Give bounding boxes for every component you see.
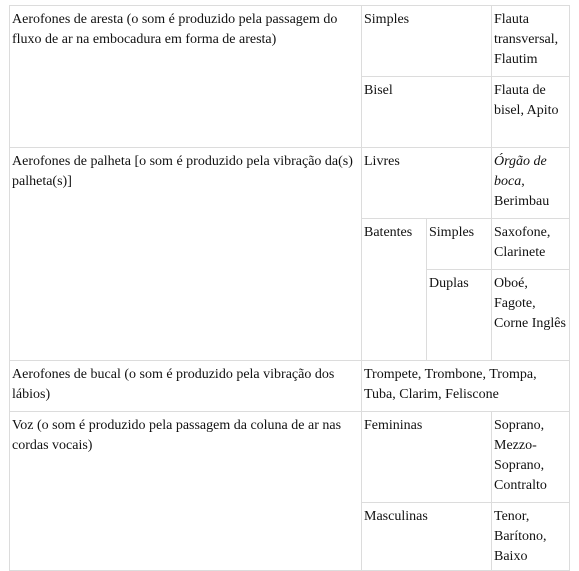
examples-text: Trompete, Trombone, Trompa, Tuba, Clarim, Feliscone [364, 367, 537, 402]
examples-text: Oboé, Fagote, Corne Inglês [494, 276, 566, 331]
category-text: Aerofones de palheta [o som é produzido pela vibração da(s) palheta(s)] [12, 154, 353, 189]
subsubtype-cell [427, 219, 492, 270]
category-cell [10, 148, 362, 361]
examples-text: Saxofone, Clarinete [494, 225, 551, 260]
table-row [10, 361, 570, 412]
examples-cell [492, 219, 570, 270]
category-cell [10, 361, 362, 412]
subtype-text: Simples [364, 12, 410, 27]
subtype-cell [362, 503, 492, 571]
examples-cell [492, 77, 570, 148]
examples-text: Tenor, Barítono, Baixo [494, 509, 547, 564]
subtype-cell [362, 77, 492, 148]
subtype-text: Livres [364, 154, 400, 169]
subtype-text: Batentes [364, 225, 413, 240]
examples-cell [492, 412, 570, 503]
subtype-cell [362, 219, 427, 361]
examples-text: Flauta transversal, Flautim [494, 12, 559, 67]
examples-cell [492, 270, 570, 361]
examples-cell [362, 361, 570, 412]
table-row [10, 412, 570, 503]
subsubtype-cell [427, 270, 492, 361]
table-row [10, 148, 570, 219]
examples-cell [492, 503, 570, 571]
subtype-cell [362, 6, 492, 77]
examples-italic-text: Órgão de boca [494, 154, 547, 189]
examples-text: , Berimbau [494, 174, 550, 209]
subsubtype-text: Duplas [429, 276, 469, 291]
category-cell [10, 412, 362, 571]
examples-text: Soprano, Mezzo-Soprano, Contralto [494, 418, 547, 493]
examples-cell [492, 148, 570, 219]
examples-cell [492, 6, 570, 77]
category-cell [10, 6, 362, 148]
subtype-text: Femininas [364, 418, 423, 433]
table-row [10, 6, 570, 77]
aerophones-table [9, 5, 570, 571]
subtype-cell [362, 412, 492, 503]
category-text: Voz (o som é produzido pela passagem da coluna de ar nas cordas vocais) [12, 418, 342, 453]
category-text: Aerofones de aresta (o som é produzido pela passagem do fluxo de ar na embocadura em forma de aresta) [12, 12, 338, 47]
subtype-text: Masculinas [364, 509, 428, 524]
category-text: Aerofones de bucal (o som é produzido pela vibração dos lábios) [12, 367, 335, 402]
subtype-cell [362, 148, 492, 219]
subtype-text: Bisel [364, 83, 393, 98]
examples-text: Flauta de bisel, Apito [494, 83, 559, 118]
subsubtype-text: Simples [429, 225, 475, 240]
